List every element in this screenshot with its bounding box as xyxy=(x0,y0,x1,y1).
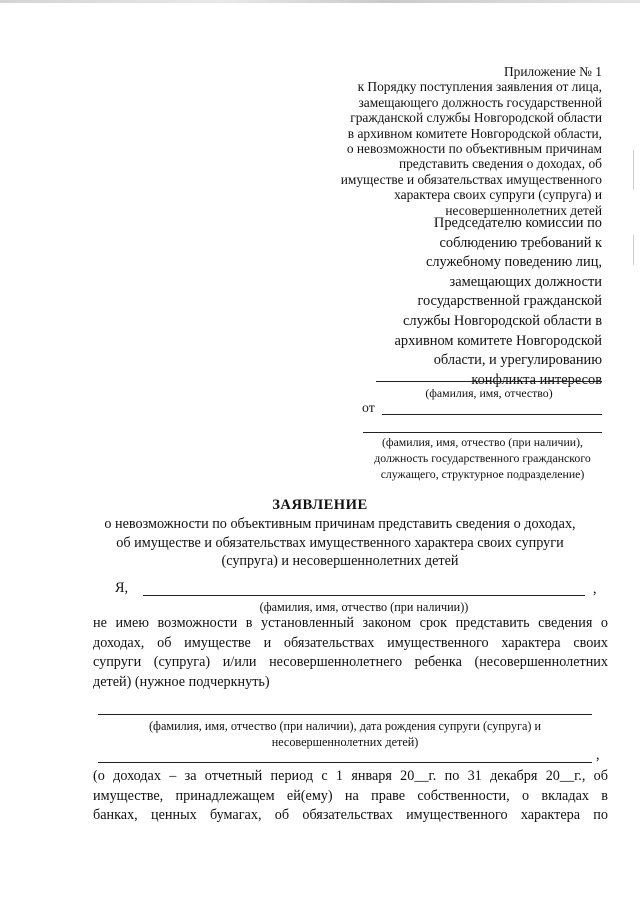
subtitle-line: об имуществе и обязательствах имущественного характера своих супруги xyxy=(116,534,564,551)
spouse-caption-line: (фамилия, имя, отчество (при наличии), дата рождения супруги (супруга) и xyxy=(149,719,541,733)
addressee-line: замещающих должности xyxy=(449,273,602,290)
paragraph-line: супруги (супруга) и/или несовершеннолетнего ребенка (несовершеннолетних xyxy=(93,654,608,671)
appendix-line: Приложение № 1 xyxy=(503,64,602,79)
applicant-name-field[interactable] xyxy=(143,595,585,596)
addressee-line: области, и урегулированию xyxy=(433,352,602,369)
from-label: от xyxy=(362,400,375,415)
fio-caption: (фамилия, имя, отчество) xyxy=(425,386,553,400)
from-field[interactable] xyxy=(382,414,602,415)
paragraph-line: имуществе, принадлежащем ей(ему) на праве собственности, о вкладах в xyxy=(93,787,608,804)
addressee-line: служебному поведению лиц, xyxy=(425,254,602,271)
addressee-line: службы Новгородской области в xyxy=(403,312,602,329)
chairman-name-field[interactable] xyxy=(376,381,602,382)
spouse-caption xyxy=(98,718,592,750)
addressee-line: конфликта интересов xyxy=(471,371,602,388)
document-title: ЗАЯВЛЕНИЕ xyxy=(272,497,368,513)
appendix-line: к Порядку поступления заявления от лица, xyxy=(357,79,602,95)
appendix-line: представить сведения о доходах, об xyxy=(398,156,602,172)
subtitle-line: о невозможности по объективным причинам представить сведения о доходах, xyxy=(104,516,576,532)
comma-mark-2: , xyxy=(596,747,600,763)
addressee-line: соблюдению требований к xyxy=(439,234,602,251)
appendix-line: о невозможности по объективным причинам xyxy=(346,141,602,157)
appendix-line: гражданской службы Новгородской области xyxy=(350,110,602,126)
appendix-block xyxy=(302,64,602,218)
addressee-line: Председателю комиссии по xyxy=(433,215,602,231)
addressee-block xyxy=(352,214,602,390)
appendix-line: замещающего должность государственной xyxy=(358,94,602,110)
appendix-line: имуществе и обязательствах имущественного xyxy=(340,171,602,187)
paragraph-line: не имею возможности в установленный законом срок представить сведения о xyxy=(93,615,608,631)
from-field-2[interactable] xyxy=(363,432,602,433)
spouse-caption-line: несовершеннолетних детей) xyxy=(271,735,419,749)
scan-mark-right xyxy=(633,235,634,265)
from-caption-line: служащего, структурное подразделение) xyxy=(380,467,585,481)
subtitle-line: (супруга) и несовершеннолетних детей xyxy=(221,553,459,570)
scan-mark-right xyxy=(633,150,634,190)
i-label: Я, xyxy=(115,580,129,596)
appendix-line: характера своих супруги (супруга) и xyxy=(394,187,602,203)
appendix-line: в архивном комитете Новгородской области, xyxy=(347,125,602,141)
paragraph-line: детей) (нужное подчеркнуть) xyxy=(93,674,270,691)
addressee-line: государственной гражданской xyxy=(417,293,602,310)
applicant-caption: (фамилия, имя, отчество (при наличии)) xyxy=(259,600,469,614)
paragraph-line: банках, ценных бумагах, об обязательствах имущественного характера по xyxy=(93,807,608,824)
spouse-children-field[interactable] xyxy=(98,714,592,715)
from-caption-line: (фамилия, имя, отчество (при наличии), xyxy=(382,435,583,449)
income-paragraph xyxy=(93,767,608,826)
paragraph-line: (о доходах – за отчетный период с 1 января 20__г. по 31 декабря 20__г., об xyxy=(93,768,608,784)
from-caption xyxy=(340,434,625,482)
addressee-line: архивном комитете Новгородской xyxy=(394,332,602,349)
statement-paragraph xyxy=(93,614,608,693)
appendix-line: несовершеннолетних детей xyxy=(445,202,602,218)
paragraph-line: доходах, об имуществе и обязательствах имущественного характера своих xyxy=(93,634,608,651)
document-subtitle xyxy=(70,515,610,571)
scan-edge-top xyxy=(0,0,640,3)
comma-mark: , xyxy=(593,581,597,597)
spouse-children-field-2[interactable] xyxy=(98,762,592,763)
from-caption-line: должность государственного гражданского xyxy=(374,451,591,465)
